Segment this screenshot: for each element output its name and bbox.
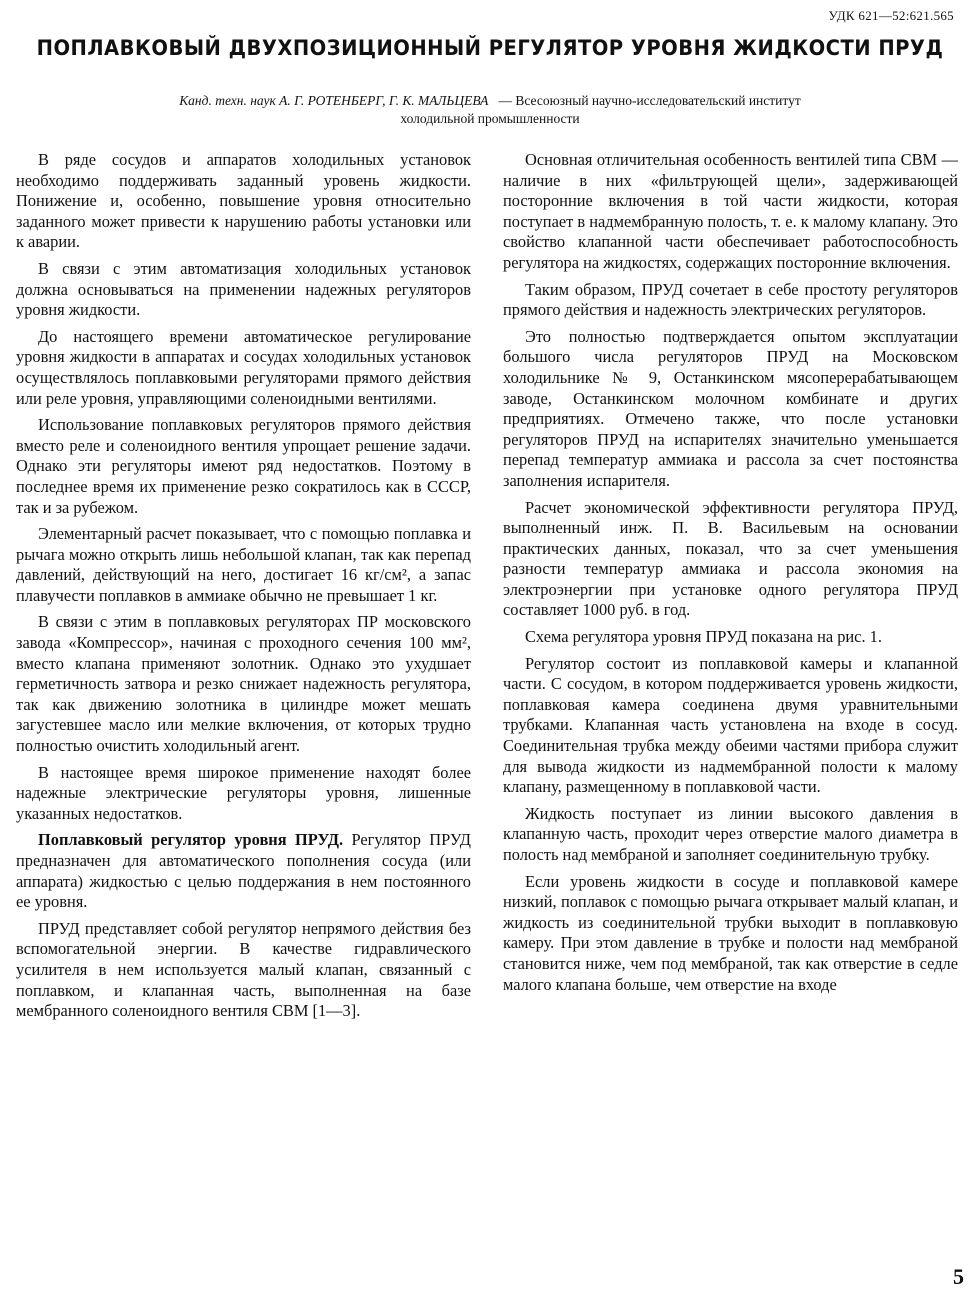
paragraph: До настоящего времени автоматическое регулирование уровня жидкости в аппаратах и сосудах холодильных установок осуществлялось поплавковыми регуляторами прямого действия или реле уровня, управляющими соленоидными вентилями.	[16, 326, 471, 408]
paragraph: Элементарный расчет показывает, что с помощью поплавка и рычага можно открыть лишь небольшой клапан, так как перепад давлений, действующий на него, достигает 16 кг/см², а запас плавучести поплавков в аммиаке обычно не превышает 1 кг.	[16, 524, 471, 605]
paragraph: Расчет экономической эффективности регулятора ПРУД, выполненный инж. П. В. Васильевым на основании практических данных, показал, что за счет уменьшения разности температур аммиака и рассола экономия на электроэнергии при установке одного регулятора ПРУД составляет 1000 руб. в год.	[503, 497, 958, 620]
section-text: Регулятор ПРУД предназначен для автоматического пополнения сосуда (или аппарата) жидкостью с целью поддержания в нем постоянного ее уровня.	[16, 830, 471, 912]
left-column	[16, 150, 471, 1028]
paragraph: Основная отличительная особенность вентилей типа СВМ — наличие в них «фильтрующей щели», задерживающей посторонние включения в той части жидкости, которая поступает в надмембранную полость, т. е. к малому клапану. Это свойство клапанной части обеспечивает работоспособность регулятора на жидкостях, содержащих посторонние включения.	[503, 150, 958, 272]
paragraph: Использование поплавковых регуляторов прямого действия вместо реле и соленоидного вентиля упрощает решение задачи. Однако эти регуляторы имеют ряд недостатков. Поэтому в последнее время их применение резко сократилось как в СССР, так и за рубежом.	[16, 415, 471, 517]
paragraph: Если уровень жидкости в сосуде и поплавковой камере низкий, поплавок с помощью рычага открывает малый клапан, и жидкость из соединительной трубки выходит в поплавковую камеру. При этом давление в трубке и полости над мембраной становится ниже, чем под мембраной, так как отверстие в седле малого клапана больше, чем отверстие на входе	[503, 871, 958, 994]
paragraph: ПРУД представляет собой регулятор непрямого действия без вспомогательной энергии. В качестве гидравлического усилителя в нем используется малый клапан, связанный с поплавком, и клапанная часть, выполненная на базе мембранного соленоидного вентиля СВМ [1—3].	[16, 918, 471, 1021]
article-title: ПОПЛАВКОВЫЙ ДВУХПОЗИЦИОННЫЙ РЕГУЛЯТОР УРОВНЯ ЖИДКОСТИ ПРУД	[36, 36, 944, 60]
paragraph: В ряде сосудов и аппаратов холодильных установок необходимо поддерживать заданный уровень жидкости. Понижение и, особенно, повышение уровня относительно заданного может привести к нарушению работы установки или к аварии.	[16, 150, 471, 252]
udc-code: УДК 621—52:621.565	[828, 8, 954, 23]
paragraph: Таким образом, ПРУД сочетает в себе простоту регуляторов прямого действия и надежность электрических регуляторов.	[503, 279, 958, 320]
section-heading: Поплавковый регулятор уровня ПРУД.	[38, 830, 344, 850]
paragraph: Это полностью подтверждается опытом эксплуатации большого числа регуляторов ПРУД на Московском холодильнике № 9, Останкинском мясоперерабатывающем заводе, Останкинском молочном комбинате и других предприятиях. Отмечено также, что после установки регуляторов ПРУД на испарителях значительно уменьшается перепад температур аммиака и рассола за счет постоянства заполнения испарителя.	[503, 326, 958, 490]
right-column	[503, 150, 958, 1001]
authors: Канд. техн. наук А. Г. РОТЕНБЕРГ, Г. К. МАЛЬЦЕВА	[179, 93, 489, 108]
affiliation: — Всесоюзный научно-исследовательский институт	[498, 93, 801, 108]
paragraph: В связи с этим в поплавковых регуляторах ПР московского завода «Компрессор», начиная с проходного сечения 100 мм², вместо клапана применяют золотник. Однако это ухудшает герметичность затвора и резко снижает надежность регулятора, так как движению золотника в цилиндре может мешать загустевшее масло или мелкие включения, от которых трудно полностью очистить холодильный агент.	[16, 612, 471, 756]
page-number: 5	[953, 1264, 964, 1289]
section-paragraph	[16, 830, 471, 912]
affiliation-continued: холодильной промышленности	[400, 111, 580, 126]
paragraph: Схема регулятора уровня ПРУД показана на рис. 1.	[525, 627, 882, 647]
paragraph: Регулятор состоит из поплавковой камеры и клапанной части. С сосудом, в котором поддерживается уровень жидкости, поплавковая камера соединена двумя уравнительными трубками. Клапанная часть установлена на входе в сосуд. Соединительная трубка между обеими частями прибора служит для вывода жидкости из надмембранной полости к малому клапану, размещенному в поплавковой части.	[503, 653, 958, 797]
paragraph: Жидкость поступает из линии высокого давления в клапанную часть, проходит через отверстие малого диаметра в полость над мембраной и заполняет соединительную трубку.	[503, 803, 958, 864]
byline	[40, 92, 940, 128]
paragraph: В связи с этим автоматизация холодильных установок должна основываться на применении надежных регуляторов уровня жидкости.	[16, 258, 471, 320]
paragraph: В настоящее время широкое применение находят более надежные электрические регуляторы уровня, лишенные указанных недостатков.	[16, 762, 471, 823]
